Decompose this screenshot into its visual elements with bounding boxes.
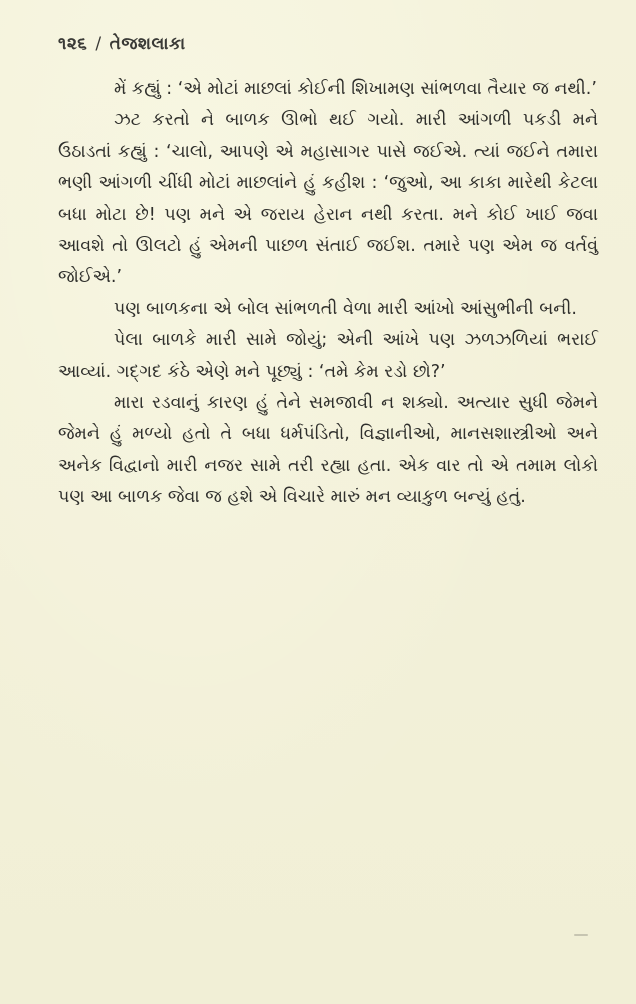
paragraph: મારા રડવાનું કારણ હું તેને સમજાવી ન શક્યો. અત્યાર સુધી જેમને જેમને હું મળ્યો હતો તે બધા ધર્મપંડિતો, વિજ્ઞાનીઓ, માનસશાસ્ત્રીઓ અને અનેક વિદ્વાનો મારી નજર સામે તરી રહ્યા હતા. એક વાર તો એ તમામ લોકો પણ આ બાળક જેવા જ હશે એ વિચારે મારું મન વ્યાકુળ બન્યું હતું. <box>58 393 598 508</box>
page-number: ૧૨૬ <box>58 34 88 54</box>
running-header <box>58 34 186 54</box>
paragraph: ઝટ કરતો ને બાળક ઊભો થઈ ગયો. મારી આંગળી પકડી મને ઉઠાડતાં કહ્યું : ‘ચાલો, આપણે એ મહાસાગર પાસે જઈએ. ત્યાં જઈને તમારા ભણી આંગળી ચીંધી મોટાં માછલાંને હું કહીશ : ‘જુઓ, આ કાકા મારેથી કેટલા બધા મોટા છે! પણ મને એ જરાય હેરાન નથી કરતા. મને કોઈ ખાઈ જવા આવશે તો ઊલટો હું એમની પાછળ સંતાઈ જઈશ. તમારે પણ એમ જ વર્તવું જોઈએ.’ <box>58 110 598 288</box>
paragraph: પણ બાળકના એ બોલ સાંભળતી વેળા મારી આંખો આંસુભીની બની. <box>114 298 577 319</box>
page-body <box>58 74 598 514</box>
paragraph: મેં કહ્યું : ‘એ મોટાં માછલાં કોઈની શિખામણ સાંભળવા તૈયાર જ નથી.’ <box>114 79 597 99</box>
book-title: તેજશલાકા <box>109 34 186 54</box>
header-separator: / <box>95 34 102 54</box>
paper-smudge <box>574 934 588 936</box>
paragraph: પેલા બાળકે મારી સામે જોયું; એની આંખે પણ ઝળઝળિયાં ભરાઈ આવ્યાં. ગદ્‌ગદ કંઠે એણે મને પૂછ્યું : ‘તમે કેમ રડો છો?’ <box>58 330 598 382</box>
